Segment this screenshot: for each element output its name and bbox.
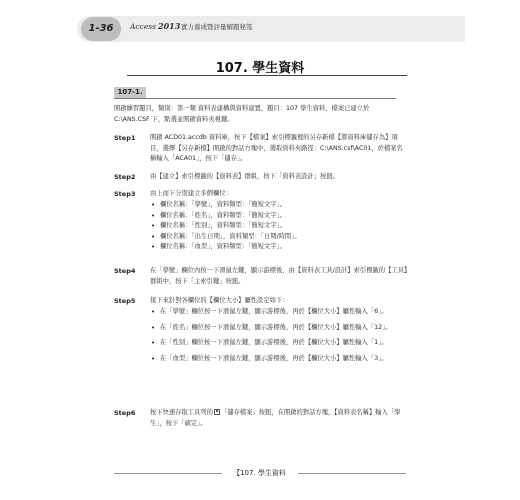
page-number: 1-36 [81, 17, 121, 41]
list-item: • 在「性別」欄位按一下滑鼠左鍵，顯示游標後，再於【欄位大小】屬性輸入「1」。 [150, 338, 408, 349]
step2-label: Step2 [114, 173, 136, 181]
step2-text: 由【建立】索引標籤的【資料表】群組，按下「資料表設計」按鈕。 [150, 173, 339, 180]
footer-rule-left [114, 473, 222, 474]
list-item: • 在「血型」欄位按一下滑鼠左鍵，顯示游標後，再於【欄位大小】屬性輸入「3」。 [150, 354, 408, 365]
chapter-title: 107. 學生資料 [215, 61, 305, 76]
step5-label: Step5 [114, 297, 136, 305]
step6-text-after: 「儲存檔案」按鈕，在開啟的對話方塊，【資料表名稱】輸入「學生」，按下「確定」。 [150, 409, 401, 427]
step6-text [150, 408, 408, 429]
save-icon [214, 409, 220, 415]
list-item: • 欄位名稱：「出生日期」，資料類型：「日期/時間」。 [150, 232, 408, 243]
list-item: • 欄位名稱：「姓名」，資料類型：「簡短文字」。 [150, 211, 408, 222]
step5-size-list [150, 307, 408, 364]
footer-rule-right [298, 473, 406, 474]
section-divider [114, 98, 396, 99]
list-item: • 欄位名稱：「性別」，資料類型：「簡短文字」。 [150, 221, 408, 232]
footer-chapter-label: 【107. 學生資料 [233, 469, 286, 477]
step5-text: 接下來針對各欄位的【欄位大小】屬性設定如下： [150, 297, 289, 304]
step3-text: 由上而下分別建立多個欄位： [150, 190, 232, 197]
step1-text: 開啟 ACD01.accdb 資料庫，按下【檔案】索引標籤裡的另存新檔【將資料庫儲存為】項目，選擇【另存新檔】開啟的對話方塊中，選取資料夾路徑：C:\ANS.csf\AC01，於檔案名稱輸入「ACA01」，按下「儲存」。 [150, 134, 403, 162]
book-year: 2013 [158, 21, 181, 31]
section-tag: 107-1. [114, 87, 146, 98]
book-title: 實力養成暨評量解題秘笈 [181, 23, 253, 31]
list-item: • 在「姓名」欄位按一下滑鼠左鍵，顯示游標後，再於【欄位大小】屬性輸入「12」。 [150, 323, 408, 334]
step4-label: Step4 [114, 267, 136, 275]
step6-text-before: 按下快速存取工具列的 [150, 409, 213, 416]
step3-field-list [150, 200, 408, 253]
list-item: • 欄位名稱：「血型」，資料類型：「簡短文字」。 [150, 242, 408, 253]
list-item: • 欄位名稱：「學號」，資料類型：「簡短文字」。 [150, 200, 408, 211]
step4-text: 在「學號」欄位內按一下滑鼠左鍵，顯示游標後，由【資料表工具/設計】索引標籤的【工具】群組中，按下「主索引鍵」按鈕。 [150, 267, 408, 285]
step1-label: Step1 [114, 134, 136, 142]
step3-label: Step3 [114, 190, 136, 198]
list-item: • 在「學號」欄位按一下滑鼠左鍵，顯示游標後，再於【欄位大小】屬性輸入「6」。 [150, 307, 408, 318]
title-underline [127, 75, 407, 76]
book-brand: Access [130, 22, 156, 31]
section-intro: 開啟練習題目，類別：第一類 資料表建構與資料建置，題目：107 學生資料，檔案已建立於 C:\ANS.CSF 下，點選並開啟資料夾視鍵。 [114, 105, 370, 123]
step6-label: Step6 [114, 409, 136, 417]
